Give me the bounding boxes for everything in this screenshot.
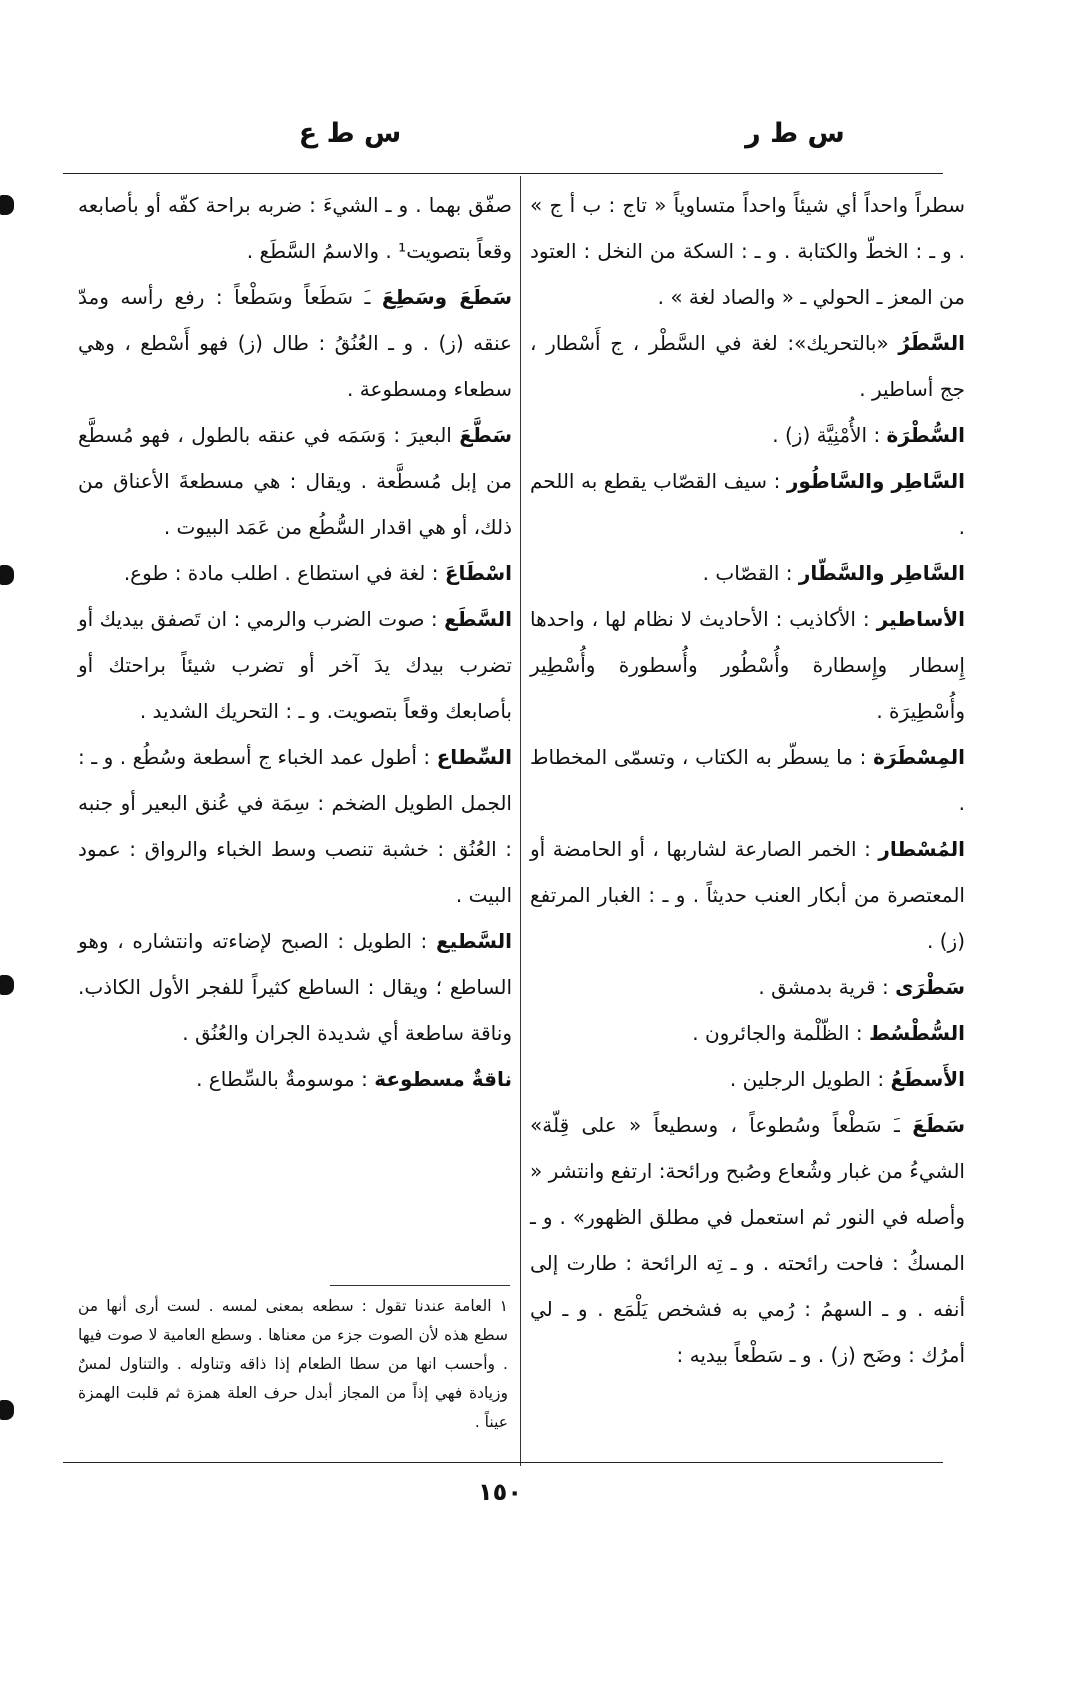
entry — [78, 182, 512, 274]
headword: السِّطاع — [436, 745, 513, 769]
entry-text: : الخمر الصارعة لشاربها ، أو الحامضة أو المعتصرة من أبكار العنب حديثاً . و ـ : الغبار المرتفع (ز) . — [530, 837, 965, 953]
left-column-root-header: س ط ع — [298, 118, 402, 149]
entry — [78, 550, 512, 596]
headword: المُسْطار — [878, 837, 966, 861]
binding-hole-mark — [0, 1400, 14, 1420]
entry — [530, 596, 965, 734]
entry-text: ـَ سَطَعاً وسَطْعاً : رفع رأسه ومدّ عنقه (ز) . و ـ العُنُقُ : طال (ز) فهو أَسْطع ، وهي سطعاء ومسطوعة . — [78, 285, 512, 401]
bottom-rule — [63, 1462, 943, 1463]
entry — [78, 412, 512, 550]
headword: اسْطَاعَ — [444, 561, 512, 585]
column-divider — [520, 176, 521, 1466]
entry — [530, 1102, 965, 1378]
page-number: ١٥٠ — [478, 1478, 522, 1506]
entry — [78, 596, 512, 734]
entry — [78, 274, 512, 412]
entry — [530, 182, 965, 320]
entry-text: صفّق بهما . و ـ الشيءَ : ضربه براحة كفّه أو بأصابعه وقعاً بتصويت¹ . والاسمُ السَّطَع . — [78, 193, 512, 263]
entry — [78, 918, 512, 1056]
right-column — [530, 182, 965, 1378]
headword: السَّاطِر والسَّاطُور — [786, 469, 965, 493]
entry — [530, 964, 965, 1010]
entry — [530, 320, 965, 412]
entry-text: البعيرَ : وَسَمَه في عنقه بالطول ، فهو مُسطَّع من إبل مُسطَّعة . ويقال : هي مسطعةَ الأعناق من ذلك، أو هي اقدار السُّطُع من عَمَد البيوت . — [78, 423, 512, 539]
entry — [530, 412, 965, 458]
headword: سَطَّعَ — [459, 423, 513, 447]
footnote-separator — [330, 1285, 510, 1286]
entry — [78, 1056, 512, 1102]
entry-text: ـَ سَطْعاً وسُطوعاً ، وسطيعاً « على قِلّة» الشيءُ من غبار وشُعاع وصُبح ورائحة: ارتفع وانتشر « وأصله في النور ثم استعمل في مطلق الظهور» . و ـ المسكُ : فاحت رائحته . و ـ تِه الرائحة : طارت إلى أنفه . و ـ السهمُ : رُمي به فشخص يَلْمَع . و ـ لي أمرُك : وضَح (ز) . و ـ سَطْعاً بيديه : — [530, 1113, 965, 1367]
footnote-number: ١ — [499, 1297, 508, 1315]
entry-text: : الطويل : الصبح لإضاءته وانتشاره ، وهو الساطع ؛ ويقال : الساطع كثيراً للفجر الأول الكاذب. وناقة ساطعة أي شديدة الجران والعُنُق . — [78, 929, 512, 1045]
footnote-text: العامة عندنا تقول : سطعه بمعنى لمسه . لست أرى أنها من سطع هذه لأن الصوت جزء من معناها . وسطع العامية لا صوت فيها . وأحسب انها من سطا الطعام إذا ذاقه وتناوله . والتناول لمسٌ وزيادة فهي إذاً من المجاز أبدل حرف العلة همزة ثم قلبت الهمزة عيناً . — [78, 1297, 508, 1431]
headword: السَّطَرُ — [898, 331, 965, 355]
headword: السَّطَع — [444, 607, 513, 631]
footnote — [78, 1292, 508, 1437]
headword: السُّطْرَة — [886, 423, 965, 447]
entry-text: : الأكاذيب : الأحاديث لا نظام لها ، واحدها إِسطار وإِسطارة وأُسْطُور وأُسطورة وأُسْطِير وأُسْطِيرَة . — [530, 607, 965, 723]
entry-text: : سيف القصّاب يقطع به اللحم . — [530, 469, 965, 539]
headword: المِسْطَرَة — [873, 745, 965, 769]
headword: سَطْرَى — [895, 975, 965, 999]
entry — [530, 1056, 965, 1102]
binding-hole-mark — [0, 565, 14, 585]
headword: الأساطير — [876, 607, 965, 631]
entry-text: : الظّلْمة والجائرون . — [692, 1021, 863, 1045]
entry — [530, 734, 965, 826]
headword: السَّطيع — [435, 929, 513, 953]
headword: سَطَعَ وسَطِعَ — [381, 285, 512, 309]
headword: السَّاطِر والسَّطّار — [798, 561, 965, 585]
entry-text: : القصّاب . — [702, 561, 793, 585]
entry-text: : الطويل الرجلين . — [729, 1067, 885, 1091]
entry — [530, 550, 965, 596]
entry-text: : ما يسطّر به الكتاب ، وتسمّى المخطاط . — [530, 745, 965, 815]
headword: الأَسطَعُ — [890, 1067, 965, 1091]
top-rule — [63, 173, 943, 174]
left-column — [78, 182, 512, 1102]
entry-text: : موسومةٌ بالسِّطاع . — [196, 1067, 368, 1091]
right-column-root-header: س ط ر — [745, 118, 845, 149]
entry-text: : قرية بدمشق . — [758, 975, 889, 999]
headword: ناقةٌ مسطوعة — [374, 1067, 512, 1091]
headword: السُّطْسُط — [869, 1021, 965, 1045]
entry — [530, 826, 965, 964]
entry-text: سطراً واحداً أي شيئاً واحداً متساوياً « تاج : ب أ ج » . و ـ : الخطّ والكتابة . و ـ : السكة من النخل : العتود من المعز ـ الحولي ـ « والصاد لغة » . — [530, 193, 965, 309]
entry — [530, 458, 965, 550]
binding-hole-mark — [0, 975, 14, 995]
entry-text: : لغة في استطاع . اطلب مادة : طوع. — [123, 561, 439, 585]
headword: سَطَعَ — [912, 1113, 965, 1137]
entry-text: : الأُمْنِيَّة (ز) . — [772, 423, 881, 447]
binding-hole-mark — [0, 195, 14, 215]
entry-text: : صوت الضرب والرمي : ان تَصفق بيديك أو تضرب بيدك يدَ آخر أو تضرب شيئاً براحتك أو بأصابعك وقعاً بتصويت. و ـ : التحريك الشديد . — [78, 607, 512, 723]
entry — [78, 734, 512, 918]
entry-text: : أطول عمد الخباء ج أسطعة وسُطُع . و ـ : الجمل الطويل الضخم : سِمَة في عُنق البعير أو جنبه : العُنُق : خشبة تنصب وسط الخباء والرواق : عمود البيت . — [78, 745, 512, 907]
entry-text: «بالتحريك»: لغة في السَّطْر ، ج أَسْطار ، جج أساطير . — [530, 331, 965, 401]
entry — [530, 1010, 965, 1056]
